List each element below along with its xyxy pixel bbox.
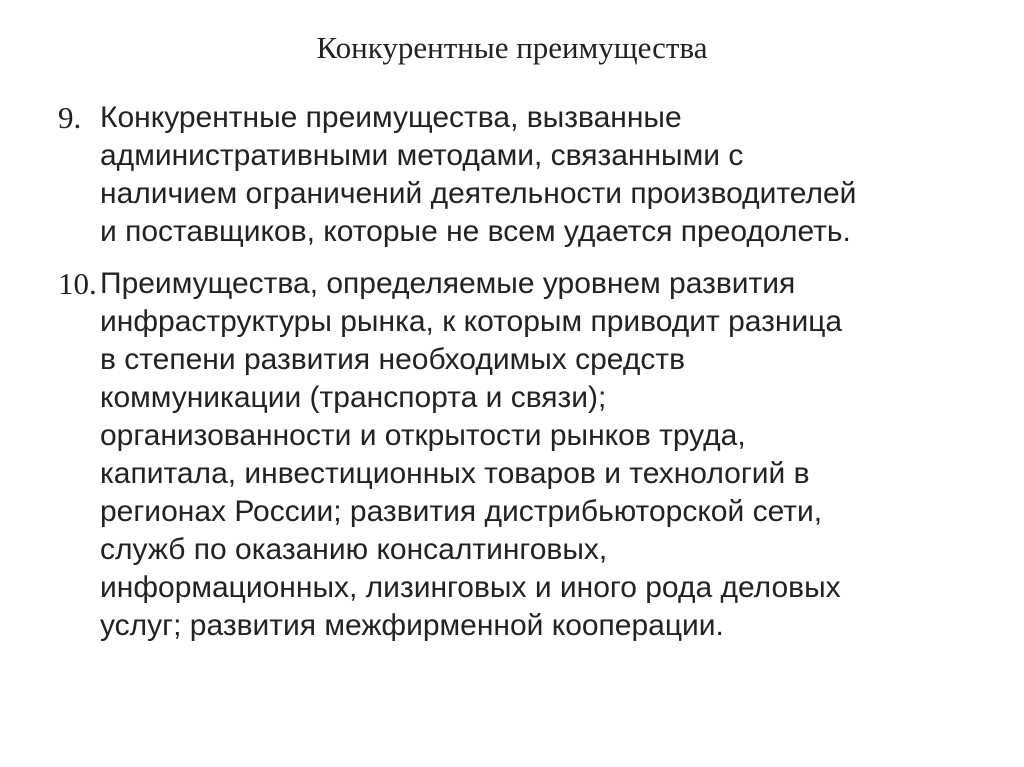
item-number: 10. xyxy=(58,266,97,301)
item-text-line: административными методами, связанными с xyxy=(100,139,744,172)
item-number: 9. xyxy=(58,100,82,135)
item-text-line: в степени развития необходимых средств xyxy=(100,343,685,376)
item-text-line: организованности и открытости рынков труда, xyxy=(100,419,746,452)
item-text-line: регионах России; развития дистрибьюторской сети, xyxy=(100,495,823,528)
item-text-line: коммуникации (транспорта и связи); xyxy=(100,381,607,414)
item-text-line: информационных, лизинговых и иного рода деловых xyxy=(100,571,841,604)
item-text-line: капитала, инвестиционных товаров и технологий в xyxy=(100,457,810,490)
item-text-line: наличием ограничений деятельности производителей xyxy=(100,177,857,210)
list-item xyxy=(58,99,958,251)
list-item xyxy=(58,265,958,645)
item-text-line: инфраструктуры рынка, к которым приводит разница xyxy=(100,305,843,338)
item-text-line: услуг; развития межфирменной кооперации. xyxy=(100,609,724,642)
slide-content xyxy=(58,99,958,645)
item-text-line: Конкурентные преимущества, вызванные xyxy=(100,101,682,134)
item-text-line: и поставщиков, которые не всем удается преодолеть. xyxy=(100,215,851,248)
slide-title: Конкурентные преимущества xyxy=(316,30,708,65)
item-text-line: Преимущества, определяемые уровнем развития xyxy=(100,267,796,300)
item-text-line: служб по оказанию консалтинговых, xyxy=(100,533,608,566)
